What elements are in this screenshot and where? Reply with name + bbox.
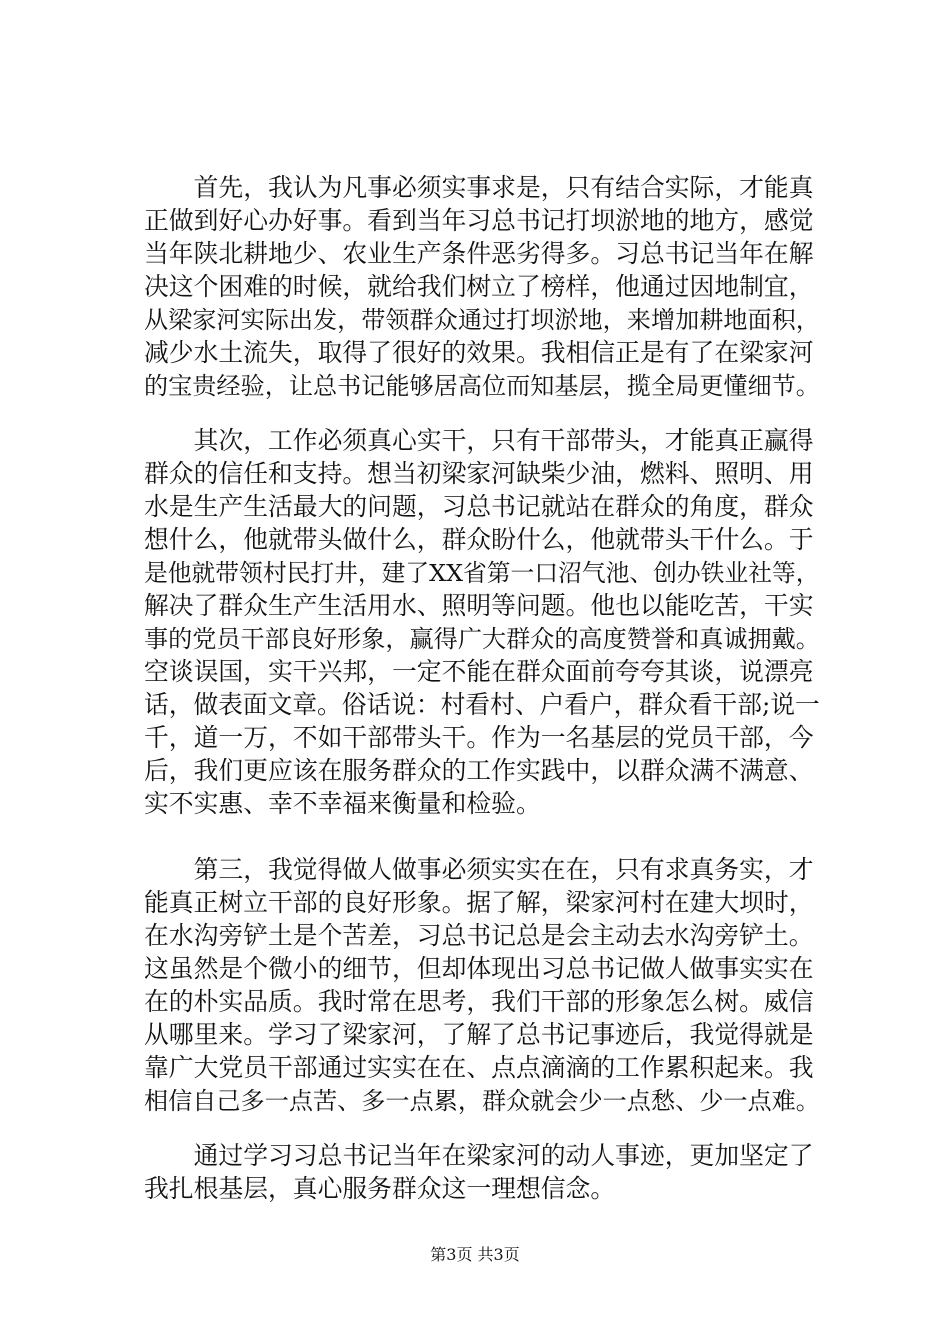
text-line: 事的党员干部良好形象，赢得广大群众的高度赞誉和真诚拥戴。 (144, 625, 820, 653)
text-line: 千，道一万，不如干部带头干。作为一名基层的党员干部，今 (144, 723, 814, 752)
text-line: 解决了群众生产生活用水、照明等问题。他也以能吃苦，干实 (144, 591, 814, 620)
text-line: 当年陕北耕地少、农业生产条件恶劣得多。习总书记当年在解 (144, 239, 814, 268)
text-line: 其次，工作必须真心实干，只有干部带头，才能真正赢得 (144, 426, 814, 455)
text-line: 水是生产生活最大的问题，习总书记就站在群众的角度，群众 (144, 492, 814, 521)
text-line: 群众的信任和支持。想当初梁家河缺柴少油，燃料、照明、用 (144, 459, 814, 488)
text-line: 首先，我认为凡事必须实事求是，只有结合实际，才能真 (144, 173, 814, 202)
text-line: 想什么，他就带头做什么，群众盼什么，他就带头干什么。于 (144, 525, 814, 554)
text-line: 话，做表面文章。俗话说：村看村、户看户，群众看干部;说一 (144, 690, 820, 719)
text-line: 相信自己多一点苦、多一点累，群众就会少一点愁、少一点难。 (144, 1087, 820, 1115)
text-line: 是他就带领村民打井，建了XX省第一口沼气池、创办铁业社等， (144, 559, 820, 587)
text-line: 的宝贵经验，让总书记能够居高位而知基层，揽全局更懂细节。 (144, 372, 820, 400)
text-line: 后，我们更应该在服务群众的工作实践中，以群众满不满意、 (144, 756, 814, 785)
text-line: 在水沟旁铲土是个苦差，习总书记总是会主动去水沟旁铲土。 (144, 921, 814, 950)
text-line: 正做到好心办好事。看到当年习总书记打坝淤地的地方，感觉 (144, 206, 814, 235)
text-line: 我扎根基层，真心服务群众这一理想信念。 (144, 1174, 616, 1203)
text-line: 第三，我觉得做人做事必须实实在在，只有求真务实，才 (144, 855, 814, 884)
text-line: 决这个困难的时候，就给我们树立了榜样，他通过因地制宜， (144, 272, 814, 301)
text-line: 这虽然是个微小的细节，但却体现出习总书记做人做事实实在 (144, 954, 814, 983)
text-line: 空谈误国，实干兴邦，一定不能在群众面前夸夸其谈，说漂亮 (144, 657, 814, 686)
text-line: 靠广大党员干部通过实实在在、点点滴滴的工作累积起来。我 (144, 1053, 814, 1082)
page-number-footer: 第3页 共3页 (430, 1245, 520, 1264)
text-line: 通过学习习总书记当年在梁家河的动人事迹，更加坚定了 (144, 1141, 814, 1170)
text-line: 减少水土流失，取得了很好的效果。我相信正是有了在梁家河 (144, 338, 814, 367)
text-line: 能真正树立干部的良好形象。据了解，梁家河村在建大坝时， (144, 888, 814, 917)
text-line: 在的朴实品质。我时常在思考，我们干部的形象怎么树。威信 (144, 987, 814, 1016)
text-line: 实不实惠、幸不幸福来衡量和检验。 (144, 789, 541, 818)
text-line: 从哪里来。学习了梁家河，了解了总书记事迹后，我觉得就是 (144, 1020, 814, 1049)
text-line: 从梁家河实际出发，带领群众通过打坝淤地，来增加耕地面积， (144, 306, 820, 334)
